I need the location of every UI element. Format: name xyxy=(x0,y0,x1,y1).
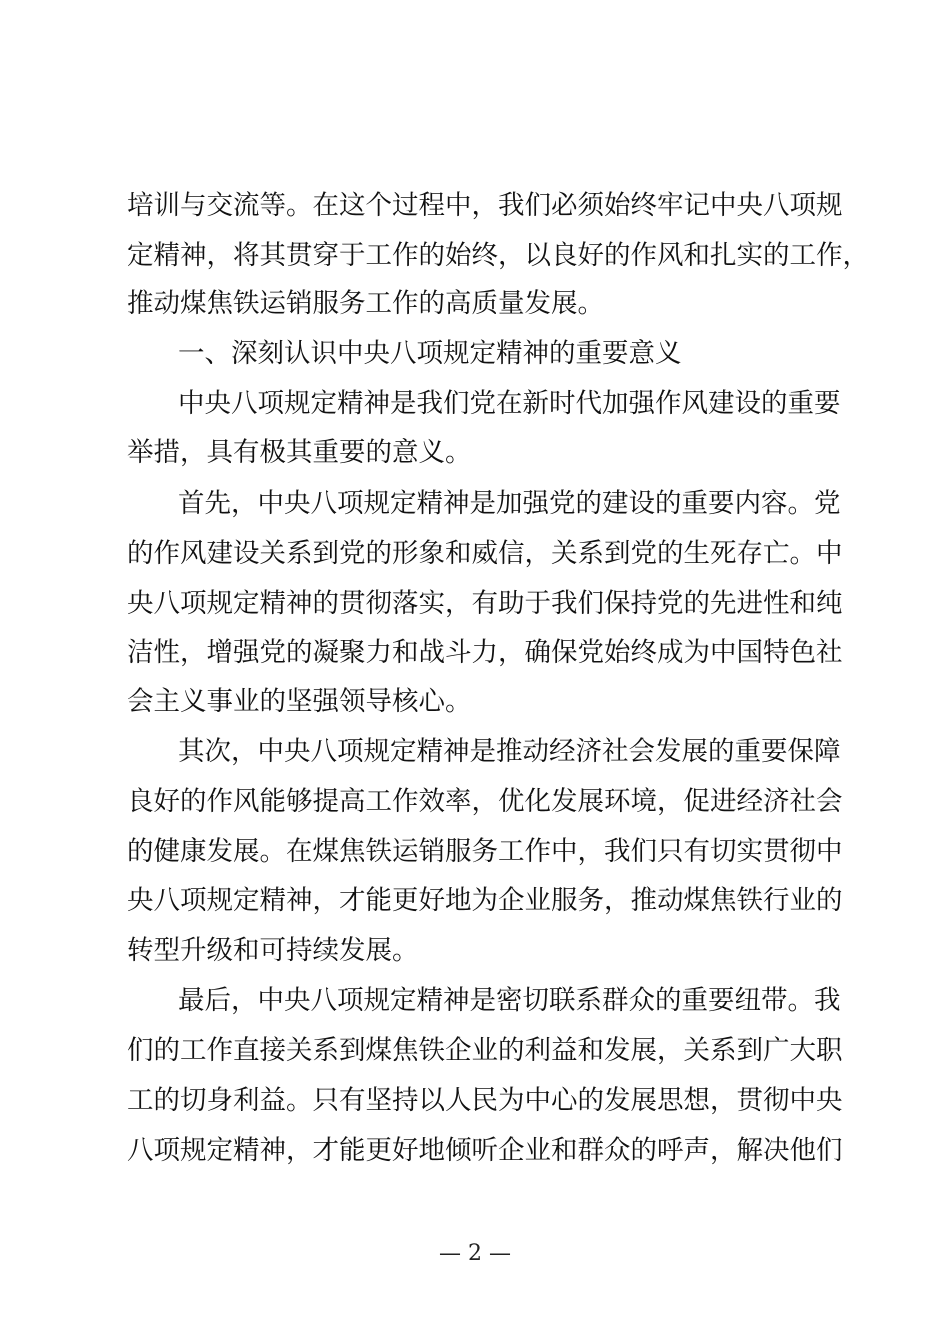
body-text-line: 定精神，将其贯穿于工作的始终，以良好的作风和扎实的工作， xyxy=(127,240,869,271)
body-text-line: 推动煤焦铁运销服务工作的高质量发展。 xyxy=(127,288,604,319)
body-text-line: 最后，中央八项规定精神是密切联系群众的重要纽带。我 xyxy=(178,985,841,1016)
page-number: — 2 — xyxy=(439,1241,511,1266)
body-text-line: 其次，中央八项规定精神是推动经济社会发展的重要保障 xyxy=(178,736,841,767)
body-text-line: 会主义事业的坚强领导核心。 xyxy=(127,686,472,717)
body-text-line: 们的工作直接关系到煤焦铁企业的利益和发展，关系到广大职 xyxy=(127,1035,843,1066)
body-text-line: 良好的作风能够提高工作效率，优化发展环境，促进经济社会 xyxy=(127,786,843,817)
section-heading: 一、深刻认识中央八项规定精神的重要意义 xyxy=(178,338,682,369)
body-text-line: 的作风建设关系到党的形象和威信，关系到党的生死存亡。中 xyxy=(127,538,843,569)
body-text-line: 的健康发展。在煤焦铁运销服务工作中，我们只有切实贯彻中 xyxy=(127,836,843,867)
body-text-line: 中央八项规定精神是我们党在新时代加强作风建设的重要 xyxy=(178,388,841,419)
body-text-line: 八项规定精神，才能更好地倾听企业和群众的呼声，解决他们 xyxy=(127,1135,843,1166)
body-text-line: 央八项规定精神的贯彻落实，有助于我们保持党的先进性和纯 xyxy=(127,588,843,619)
body-text-line: 央八项规定精神，才能更好地为企业服务，推动煤焦铁行业的 xyxy=(127,885,843,916)
body-text-line: 首先，中央八项规定精神是加强党的建设的重要内容。党 xyxy=(178,488,841,519)
body-text-line: 洁性，增强党的凝聚力和战斗力，确保党始终成为中国特色社 xyxy=(127,637,843,668)
body-text-line: 转型升级和可持续发展。 xyxy=(127,935,419,966)
body-text-line: 举措，具有极其重要的意义。 xyxy=(127,437,472,468)
body-text-line: 工的切身利益。只有坚持以人民为中心的发展思想，贯彻中央 xyxy=(127,1085,843,1116)
body-text-line: 培训与交流等。在这个过程中，我们必须始终牢记中央八项规 xyxy=(127,190,843,221)
